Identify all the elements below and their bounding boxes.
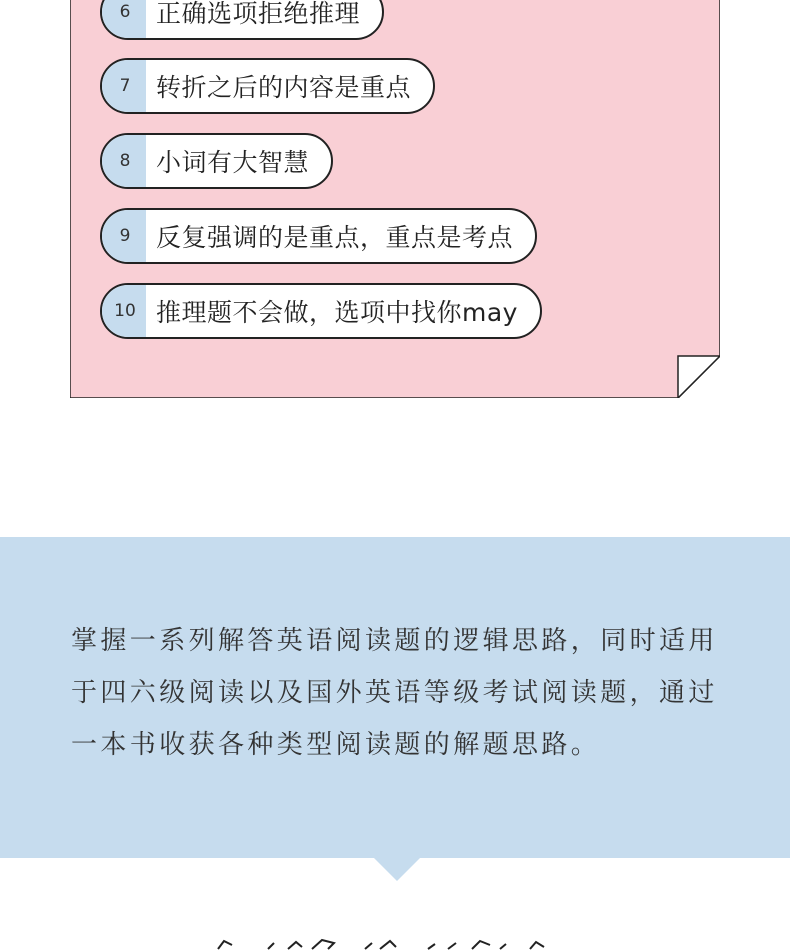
description-text: 掌握一系列解答英语阅读题的逻辑思路，同时适用于四六级阅读以及国外英语等级考试阅读题，通过一本书收获各种类型阅读题的解题思路。 — [71, 626, 718, 760]
tip-text: 转折之后的内容是重点 — [156, 73, 412, 102]
tip-number-badge: 9 — [102, 210, 146, 262]
description-section — [0, 537, 790, 858]
tips-note-card — [70, 0, 720, 398]
tip-number-badge: 8 — [102, 135, 146, 187]
tip-item-6 — [100, 0, 384, 40]
tip-number-badge: 6 — [102, 0, 146, 38]
tip-number-badge: 10 — [102, 285, 146, 337]
tip-text: 正确选项拒绝推理 — [156, 0, 361, 28]
tip-item-7 — [100, 58, 435, 114]
down-pointer-icon — [373, 857, 421, 881]
decorative-lettering-fragment — [200, 935, 590, 950]
tip-item-9 — [100, 208, 537, 264]
tip-number-badge: 7 — [102, 60, 146, 112]
tip-text: 推理题不会做，选项中找你may — [156, 298, 518, 327]
tip-text: 小词有大智慧 — [156, 148, 310, 177]
tip-item-8 — [100, 133, 333, 189]
tip-text: 反复强调的是重点，重点是考点 — [156, 223, 514, 252]
tip-item-10 — [100, 283, 542, 339]
